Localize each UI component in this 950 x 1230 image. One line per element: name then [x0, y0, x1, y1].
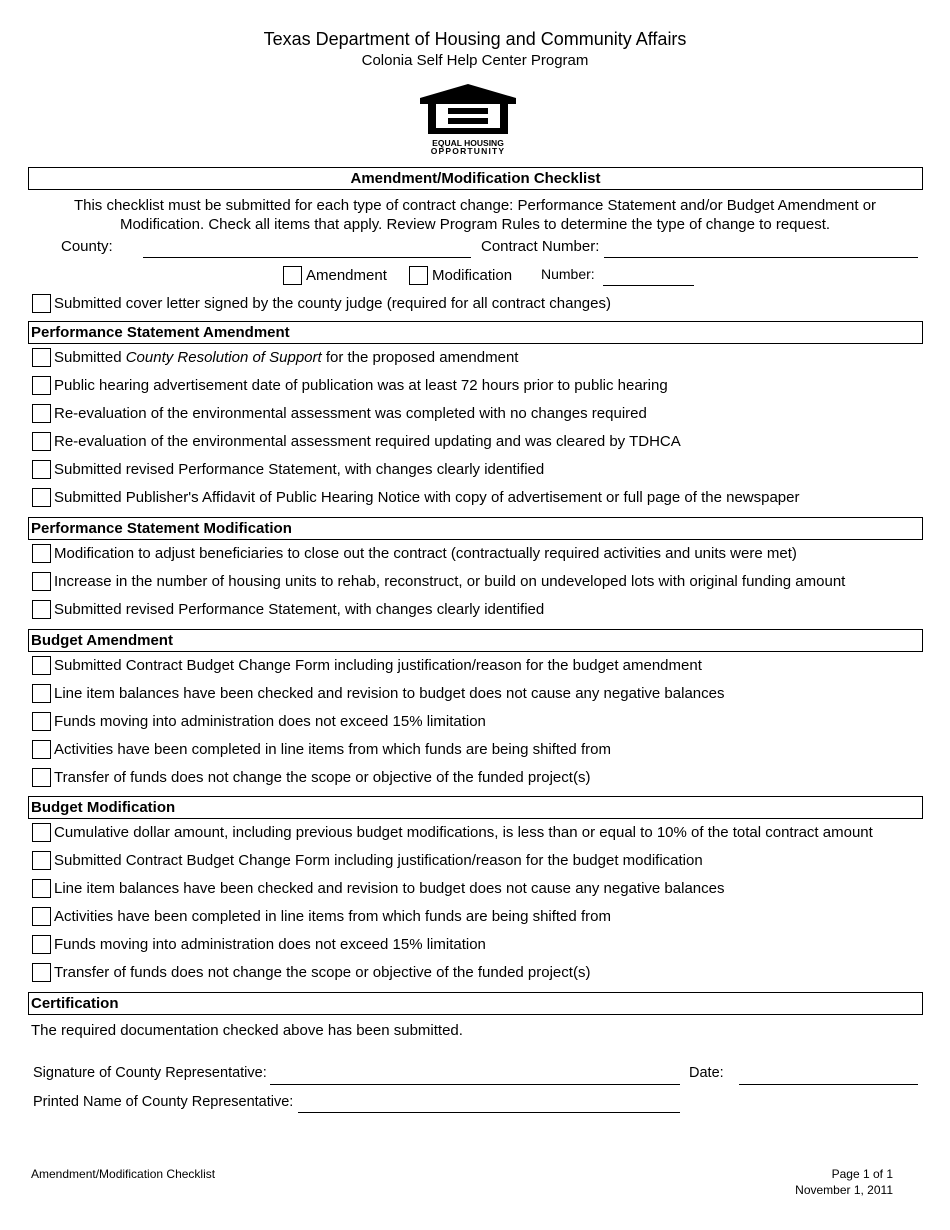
- intro-line-2: Modification. Check all items that apply. Review Program Rules to determine the type of change to request.: [119, 216, 831, 233]
- date-line[interactable]: [739, 1084, 918, 1085]
- checklist-checkbox[interactable]: [32, 879, 51, 898]
- checklist-checkbox[interactable]: [32, 935, 51, 954]
- agency-title: Texas Department of Housing and Community Affairs: [263, 29, 687, 49]
- amendment-label: Amendment: [306, 267, 387, 284]
- checklist-checkbox[interactable]: [32, 460, 51, 479]
- resolution-title: County Resolution of Support: [125, 349, 322, 366]
- certification-statement: The required documentation checked above has been submitted.: [31, 1022, 463, 1039]
- checklist-item-text: Transfer of funds does not change the scope or objective of the funded project(s): [54, 964, 591, 981]
- checklist-checkbox[interactable]: [32, 907, 51, 926]
- checklist-checkbox[interactable]: [32, 348, 51, 367]
- checklist-item-text: Line item balances have been checked and revision to budget does not cause any negative balances: [54, 880, 725, 897]
- equal-housing-logo: [418, 84, 518, 156]
- cover-letter-checkbox[interactable]: [32, 294, 51, 313]
- logo-text-line-1: EQUAL HOUSING: [432, 138, 504, 148]
- cover-letter-text: Submitted cover letter signed by the county judge (required for all contract changes): [54, 295, 611, 312]
- checklist-checkbox[interactable]: [32, 963, 51, 982]
- intro-text: [40, 196, 910, 234]
- checklist-checkbox[interactable]: [32, 432, 51, 451]
- printed-name-label: Printed Name of County Representative:: [33, 1094, 294, 1110]
- checklist-item-text: Submitted Publisher's Affidavit of Public Hearing Notice with copy of advertisement or full page of the newspaper: [54, 489, 800, 506]
- equal-housing-icon: [418, 84, 518, 156]
- date-label: Date:: [689, 1065, 724, 1081]
- checklist-item-text: Cumulative dollar amount, including previous budget modifications, is less than or equal to 10% of the total contract amount: [54, 824, 873, 841]
- checklist-item-text: Re-evaluation of the environmental assessment was completed with no changes required: [54, 405, 647, 422]
- amendment-checkbox[interactable]: [283, 266, 302, 285]
- county-label: County:: [61, 238, 113, 255]
- modification-label: Modification: [432, 267, 513, 284]
- footer-title: Amendment/Modification Checklist: [31, 1167, 216, 1181]
- program-subtitle: Colonia Self Help Center Program: [361, 52, 589, 69]
- number-label: Number:: [541, 266, 595, 282]
- checklist-item-text: Funds moving into administration does not exceed 15% limitation: [54, 936, 486, 953]
- intro-line-1: This checklist must be submitted for each type of contract change: Performance Statement and/or Budget Amendment or: [73, 197, 877, 214]
- checklist-item-text: Transfer of funds does not change the scope or objective of the funded project(s): [54, 769, 591, 786]
- checklist-checkbox[interactable]: [32, 768, 51, 787]
- revision-date: November 1, 2011: [795, 1183, 893, 1197]
- number-field[interactable]: [603, 266, 694, 286]
- checklist-item-text: Re-evaluation of the environmental assessment required updating and was cleared by TDHCA: [54, 433, 681, 450]
- text-part: Submitted: [54, 349, 126, 366]
- checklist-item-text: Submitted revised Performance Statement, with changes clearly identified: [54, 461, 545, 478]
- signature-line[interactable]: [270, 1084, 680, 1085]
- checklist-checkbox[interactable]: [32, 851, 51, 870]
- county-field[interactable]: [143, 238, 471, 258]
- contract-number-field[interactable]: [604, 238, 918, 258]
- checklist-item-text: Submitted Contract Budget Change Form including justification/reason for the budget modification: [54, 852, 703, 869]
- checklist-checkbox[interactable]: [32, 572, 51, 591]
- budget-amendment-heading: Budget Amendment: [28, 629, 923, 652]
- checklist-item-text: Public hearing advertisement date of publication was at least 72 hours prior to public hearing: [54, 377, 668, 394]
- contract-number-label: Contract Number:: [481, 238, 600, 255]
- checklist-checkbox[interactable]: [32, 712, 51, 731]
- printed-name-line[interactable]: [298, 1112, 680, 1113]
- checklist-item-text: Activities have been completed in line items from which funds are being shifted from: [54, 741, 611, 758]
- checklist-item-text: Increase in the number of housing units to rehab, reconstruct, or build on undeveloped lots with original funding amount: [54, 573, 846, 590]
- checklist-item-text: Line item balances have been checked and revision to budget does not cause any negative balances: [54, 685, 725, 702]
- checklist-checkbox[interactable]: [32, 684, 51, 703]
- checklist-checkbox[interactable]: [32, 656, 51, 675]
- budget-modification-heading: Budget Modification: [28, 796, 923, 819]
- checklist-checkbox[interactable]: [32, 404, 51, 423]
- checklist-checkbox[interactable]: [32, 740, 51, 759]
- text-part: for the proposed amendment: [321, 349, 519, 366]
- signature-label: Signature of County Representative:: [33, 1065, 267, 1081]
- certification-heading: Certification: [28, 992, 923, 1015]
- checklist-item-text: Activities have been completed in line items from which funds are being shifted from: [54, 908, 611, 925]
- performance-amendment-heading: Performance Statement Amendment: [28, 321, 923, 344]
- checklist-checkbox[interactable]: [32, 488, 51, 507]
- checklist-item-text: Submitted Contract Budget Change Form including justification/reason for the budget amendment: [54, 657, 702, 674]
- performance-modification-heading: Performance Statement Modification: [28, 517, 923, 540]
- checklist-checkbox[interactable]: [32, 823, 51, 842]
- checklist-checkbox[interactable]: [32, 600, 51, 619]
- checklist-checkbox[interactable]: [32, 376, 51, 395]
- checklist-item-text: Modification to adjust beneficiaries to close out the contract (contractually required activities and units were met): [54, 545, 797, 562]
- modification-checkbox[interactable]: [409, 266, 428, 285]
- form-title: Amendment/Modification Checklist: [28, 167, 923, 190]
- checklist-item-text: Submitted revised Performance Statement, with changes clearly identified: [54, 601, 545, 618]
- page-number: Page 1 of 1: [831, 1167, 893, 1181]
- checklist-item-text: Funds moving into administration does not exceed 15% limitation: [54, 713, 486, 730]
- checklist-checkbox[interactable]: [32, 544, 51, 563]
- checklist-item-text: [54, 349, 518, 366]
- logo-text-line-2: OPPORTUNITY: [430, 146, 506, 156]
